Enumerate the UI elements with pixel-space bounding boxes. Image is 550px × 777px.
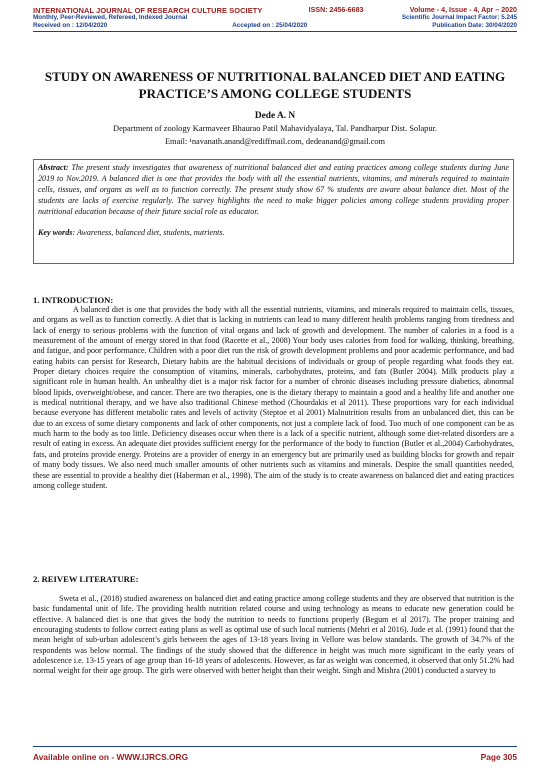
keywords-text: : Awareness, balanced diet, students, nutrients. [72,227,225,237]
author-name: Dede A. N [254,111,296,121]
header-divider [33,31,517,32]
accepted-date: Accepted on : 25/04/2020 [232,22,308,29]
section-heading-introduction: 1. INTRODUCTION: [33,295,114,305]
publication-date: Publication Date: 30/04/2020 [432,22,517,29]
paper-title: STUDY ON AWARENESS OF NUTRITIONAL BALANCED DIET AND EATING PRACTICE’S AMONG COLLEGE STUDENTS [44,69,506,101]
journal-subtitle: Monthly, Peer-Reviewed, Refereed, Indexed Journal [33,14,188,21]
section-heading-review: 2. REIVEW LITERATURE: [33,574,139,584]
footer-divider [33,746,517,747]
volume-issue: Volume - 4, Issue - 4, Apr – 2020 [409,6,517,14]
author-email: Email: ¹navanath.anand@rediffmail.com, dedeanand@gmail.com [164,137,386,146]
page-number: Page 305 [480,752,517,762]
keywords-label: Key words [38,227,73,237]
author-affiliation: Department of zoology Karmaveer Bhaurao Patil Mahavidyalaya, Tal. Pandharpur Dist. Solapur. [113,124,437,133]
journal-footer [33,752,517,762]
review-paragraph: Sweta et al., (2018) studied awareness on balanced diet and eating practice among college students and they are observed that nutrition is the basic fundamental unit of life. The providing health nutrition related course and using technology as means to educate new generation could be effective. A balanced diet is one that gives the body the nutrition to needs to functions properly (Begum et al 2017). The proper training and encouraging students to follow correct eating plans as well as optimal use of such local nutrients (Mehri et al 2016). Jude et al. (1991) found that the mean height of sub-urban adolescent’s girls between the ages of 13-18 years living in Vellore was below standards. The growth of 34.7% of the respondents was below normal. The findings of the study showed that the difference in height was much more significant in the early years of adolescence i.e. 13-15 years of age group than 16-18 years of adolescents. However, as far as weight was concerned, it observed that only 51.2% had normal weight for their age group. The girls were observed with better height than their weight. Singh and Mishra (2001) conducted a survey to [33,594,514,676]
issn: ISSN: 2456-6683 [308,6,364,14]
abstract-label: Abstract: [38,163,69,172]
abstract-box [33,159,514,264]
impact-factor: Scientific Journal Impact Factor: 5.245 [401,14,517,21]
introduction-paragraph: A balanced diet is one that provides the body with all the essential nutrients, vitamins, and minerals required to maintain cells, tissues, and organs as well as to function correctly. A diet that is lacking in nutrients can lead to many different health problems ranging from tiredness and lack of energy to serious problems with the function of vital organs and lack of growth and development. The number of calories in a food is a measurement of the amount of energy stored in that food (Racette et al., 2008) Your body uses calories from food for walking, thinking, breathing, and fatigue, and poor performance. Children with a poor diet run the risk of growth development problems and poor academic performance, and bad eating habits can persist for Research, Dietary habits are the habitual decisions of individuals or group of people regarding what foods they eat. Proper dietary choices require the consumption of vitamins, minerals, carbohydrates, proteins, and fats (Butler 2004). Milk products play a significant role in human health. An unhealthy diet is a major risk factor for a number of chronic diseases including pressure diabetics, abnormal blood lipids, overweight/obese, and cancer. There are two therapies, one is the dietary therapy to maintain a good and a healthy life and another one is medical nutritional therapy, and we have also traditional Chinese method (Chourdakis et al 2011). These proportions vary for each individual because everyone has different metabolic rates and levels of activity (Steptoe et al 2001) Malnutrition results from an unbalanced diet, this can be due to an excess of some dietary components and lack of other components, not just a complete lack of food. Too much of one component can be as much harm to the body as too little. Deficiency diseases occur when there is a lack of a specific nutrient, although some diet-related disorders are a result of eating in excess. An adequate diet provides sufficient energy for the performance of the body to function (Butler et al.,2004) Carbohydrates, fats, and proteins provide energy. Proteins are a provider of energy in an emergency but are primarily used as building blocks for growth and repair of many body tissues. We also need much smaller amounts of other nutrients such as vitamins and minerals. Despite the small quantities needed, these are essential to provide a healthy diet (Haberman et al., 1998). The aim of the study is to create awareness on balanced diet and eating practices among college student. [33,305,514,490]
abstract [38,163,509,218]
keywords [38,228,509,239]
online-link[interactable]: Available online on - WWW.IJRCS.ORG [33,752,189,762]
journal-name: INTERNATIONAL JOURNAL OF RESEARCH CULTURE SOCIETY [33,6,263,15]
journal-header [0,0,550,34]
received-date: Received on : 12/04/2020 [33,22,108,29]
abstract-text: The present study investigates that awareness of nutritional balanced diet and eating practices among college students during June 2019 to Nov.2019. A balanced diet is one that provides the body with all the essential nutrients, vitamins, and minerals required to maintain cells, tissues, and organs as well as to function correctly. The present study show 67 % students are aware about balance diet. Most of the students are lacks of exercise regularly. The survey highlights the need to make bigger policies among college students providing proper nutritional education because of their future social role as educator. [38,163,509,216]
